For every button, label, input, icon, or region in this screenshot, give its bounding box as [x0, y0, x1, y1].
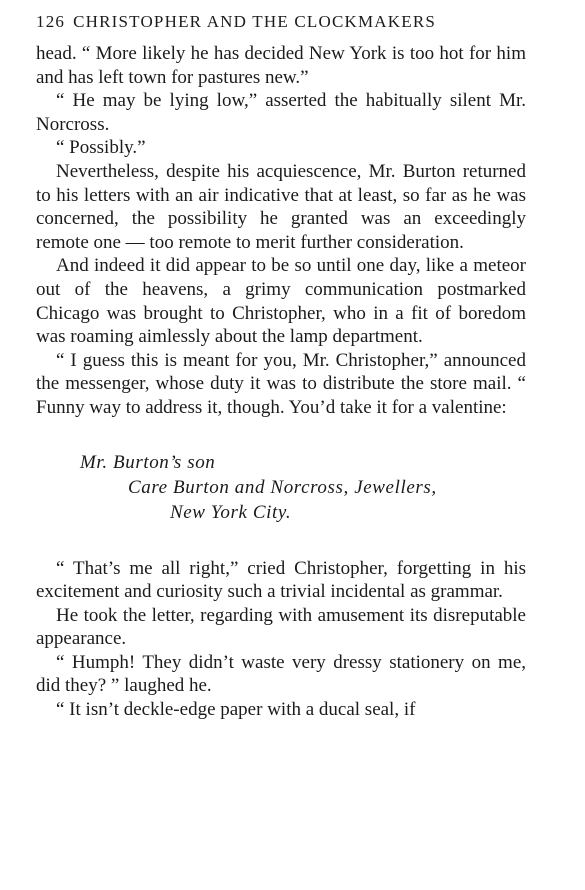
- paragraph: “ I guess this is meant for you, Mr. Christopher,” announced the messenger, whose duty it was to distribute the store mail. “ Funny way to address it, though. You’d take it for a valentine:: [36, 349, 526, 418]
- running-head: [36, 12, 526, 32]
- address-line: New York City.: [170, 501, 292, 523]
- address-line: Mr. Burton’s son: [80, 451, 216, 473]
- letter-address: [36, 450, 526, 525]
- book-page: [36, 12, 526, 722]
- page-number: 126: [36, 12, 66, 31]
- paragraph: “ Humph! They didn’t waste very dressy stationery on me, did they? ” laughed he.: [36, 651, 526, 697]
- paragraph: “ He may be lying low,” asserted the habitually silent Mr. Norcross.: [36, 90, 526, 135]
- paragraph: “ Possibly.”: [56, 137, 146, 159]
- paragraph: “ That’s me all right,” cried Christopher, forgetting in his excitement and curiosity such a trivial incidental as grammar.: [36, 557, 526, 603]
- body-text: [36, 42, 526, 722]
- address-line: Care Burton and Norcross, Jewellers,: [128, 476, 437, 498]
- paragraph: “ It isn’t deckle-edge paper with a ducal seal, if: [56, 699, 416, 721]
- paragraph: He took the letter, regarding with amusement its disreputable appearance.: [36, 604, 526, 650]
- running-title: CHRISTOPHER AND THE CLOCKMAKERS: [73, 12, 437, 31]
- paragraph: And indeed it did appear to be so until one day, like a meteor out of the heavens, a grimy communication postmarked Chicago was brought to Christopher, who in a fit of boredom was roaming aimlessly about the lamp department.: [36, 255, 526, 348]
- paragraph: Nevertheless, despite his acquiescence, Mr. Burton returned to his letters with an air indicative that at least, so far as he was concerned, the possibility he granted was an exceedingly remote one — too remote to merit further consideration.: [36, 160, 526, 253]
- paragraph: head. “ More likely he has decided New York is too hot for him and has left town for pastures new.”: [36, 43, 526, 88]
